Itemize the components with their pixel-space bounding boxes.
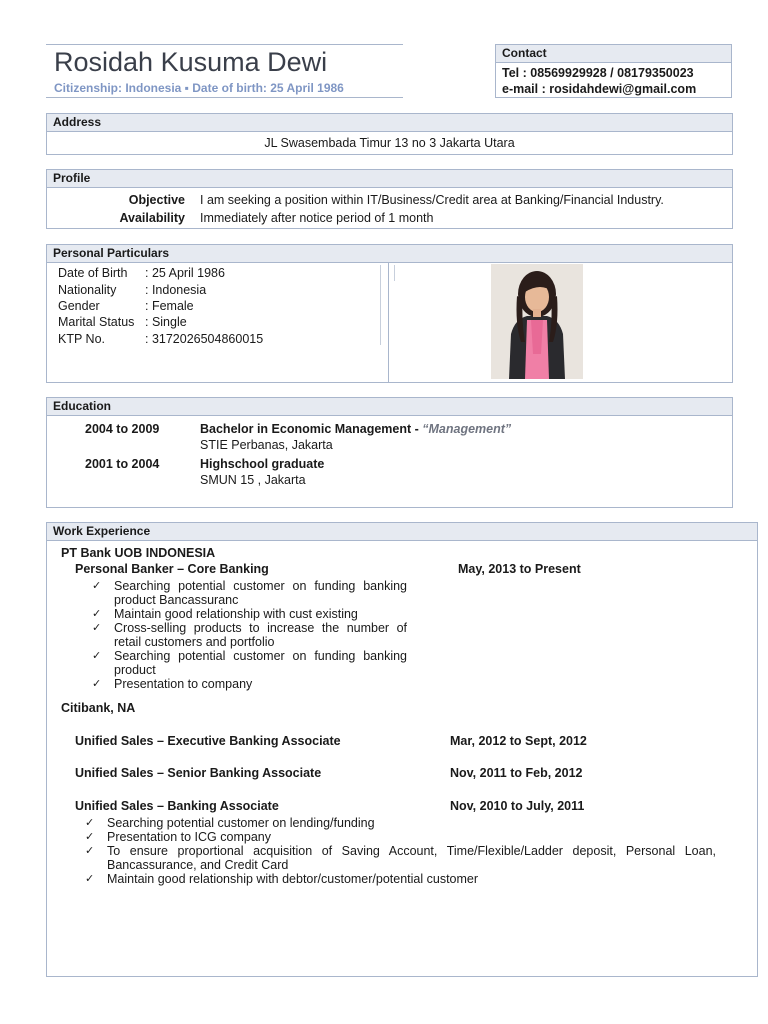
job-bullet: ✓ Searching potential customer on funding banking product (92, 649, 407, 677)
job-role: Unified Sales – Senior Banking Associate (75, 766, 322, 780)
job-dates: Nov, 2011 to Feb, 2012 (450, 766, 583, 780)
education-years: 2004 to 2009 (85, 422, 160, 436)
job-bullet: ✓ Maintain good relationship with debtor/customer/potential customer (85, 872, 479, 886)
availability-label: Availability (119, 211, 185, 225)
job-bullet: ✓ To ensure proportional acquisition of Saving Account, Time/Flexible/Ladder deposit, Personal Loan, Bancassurance, and Credit Card (85, 844, 716, 872)
check-icon: ✓ (85, 817, 95, 829)
company-name: PT Bank UOB INDONESIA (61, 546, 216, 560)
particular-label: Marital Status (58, 315, 135, 329)
education-degree-line (200, 421, 511, 437)
check-icon: ✓ (92, 678, 102, 690)
job-bullet: ✓ Maintain good relationship with cust existing (92, 607, 358, 621)
particular-label: KTP No. (58, 332, 106, 346)
particular-value: : Single (145, 315, 187, 329)
objective-label: Objective (128, 193, 185, 207)
candidate-subtitle: Citizenship: Indonesia ▪ Date of birth: 25 April 1986 (54, 81, 344, 95)
check-icon: ✓ (92, 622, 102, 634)
particulars-divider (388, 262, 389, 383)
job-bullet: ✓ Searching potential customer on funding banking product Bancassuranc (92, 579, 407, 607)
particular-label: Date of Birth (58, 266, 128, 280)
job-role: Unified Sales – Executive Banking Associate (75, 734, 341, 748)
job-dates: Mar, 2012 to Sept, 2012 (450, 734, 587, 748)
job-bullet: ✓ Presentation to company (92, 677, 253, 691)
job-bullet: ✓ Presentation to ICG company (85, 830, 271, 844)
education-school: SMUN 15 , Jakarta (200, 473, 306, 487)
objective-value: I am seeking a position within IT/Business/Credit area at Banking/Financial Industry. (200, 193, 664, 207)
profile-header: Profile (46, 169, 733, 188)
check-icon: ✓ (92, 650, 102, 662)
contact-email[interactable]: e-mail : rosidahdewi@gmail.com (502, 82, 697, 96)
particular-label: Nationality (58, 283, 117, 297)
job-dates: Nov, 2010 to July, 2011 (450, 799, 585, 813)
check-icon: ✓ (92, 608, 102, 620)
contact-tel: Tel : 08569929928 / 08179350023 (502, 66, 694, 80)
contact-header: Contact (495, 44, 732, 63)
header-top-rule (46, 44, 403, 45)
particular-value: : 3172026504860015 (145, 332, 264, 346)
education-degree: Highschool graduate (200, 457, 325, 471)
education-header: Education (46, 397, 733, 416)
check-icon: ✓ (85, 845, 95, 857)
particulars-photo-rule (394, 265, 395, 281)
check-icon: ✓ (92, 580, 102, 592)
particular-value: : Female (145, 299, 194, 313)
particular-value: : 25 April 1986 (145, 266, 225, 280)
address-value: JL Swasembada Timur 13 no 3 Jakarta Utara (264, 136, 515, 150)
particulars-header: Personal Particulars (46, 244, 733, 263)
education-degree: Bachelor in Economic Management - (200, 422, 423, 436)
education-years: 2001 to 2004 (85, 457, 160, 471)
address-header: Address (46, 113, 733, 132)
job-bullet: ✓ Cross-selling products to increase the number of retail customers and portfolio (92, 621, 407, 649)
particular-value: : Indonesia (145, 283, 207, 297)
job-dates: May, 2013 to Present (458, 562, 581, 576)
job-role: Personal Banker – Core Banking (75, 562, 269, 576)
check-icon: ✓ (85, 831, 95, 843)
education-major: “Management” (422, 422, 512, 436)
candidate-name: Rosidah Kusuma Dewi (54, 47, 328, 77)
work-header: Work Experience (46, 522, 758, 541)
profile-photo (491, 264, 583, 379)
company-name: Citibank, NA (61, 701, 136, 715)
education-school: STIE Perbanas, Jakarta (200, 438, 333, 452)
header-bottom-rule (46, 97, 403, 98)
particulars-inner-rule (380, 265, 381, 345)
particular-label: Gender (58, 299, 100, 313)
availability-value: Immediately after notice period of 1 month (200, 211, 434, 225)
job-bullet: ✓ Searching potential customer on lending/funding (85, 816, 375, 830)
check-icon: ✓ (85, 873, 95, 885)
job-role: Unified Sales – Banking Associate (75, 799, 279, 813)
